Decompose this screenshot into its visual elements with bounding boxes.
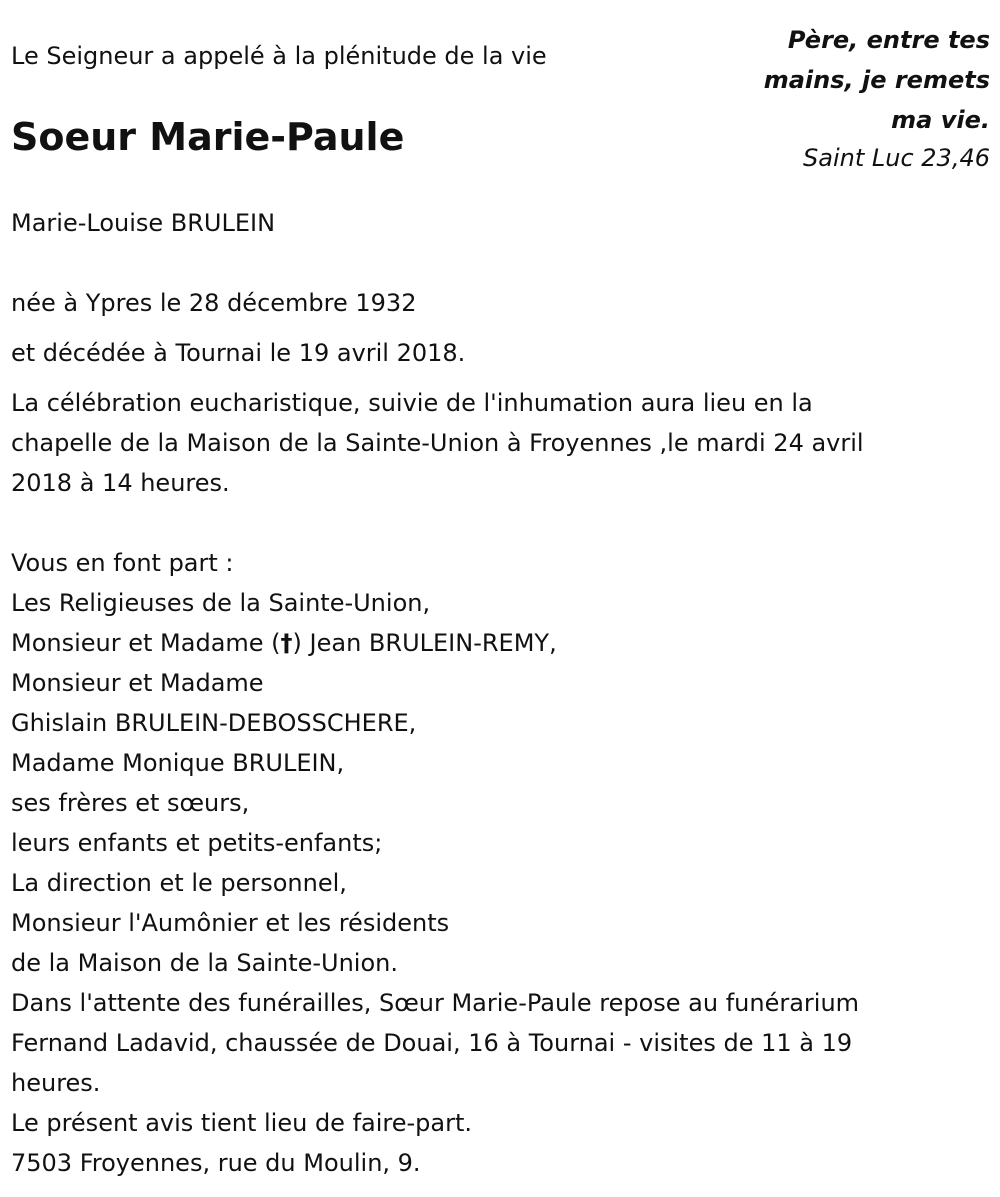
announcers-list (11, 543, 986, 983)
ceremony-line: La célébration eucharistique, suivie de l'inhumation aura lieu en la (11, 389, 813, 417)
announcer-line: de la Maison de la Sainte-Union. (11, 949, 398, 977)
ceremony-paragraph (11, 383, 986, 503)
announcer-line: Monsieur et Madame (11, 669, 264, 697)
birth-line: née à Ypres le 28 décembre 1932 (11, 289, 417, 317)
quote-line: ma vie. (891, 106, 990, 134)
announcer-line: Monsieur l'Aumônier et les résidents (11, 909, 450, 937)
announcer-text: Monsieur et Madame ( (11, 629, 281, 657)
civil-name: Marie-Louise BRULEIN (11, 209, 276, 237)
announcer-line (11, 623, 986, 663)
announcer-line: Les Religieuses de la Sainte-Union, (11, 589, 431, 617)
ceremony-line: chapelle de la Maison de la Sainte-Union à Froyennes ,le mardi 24 avril (11, 429, 864, 457)
intro-text: Le Seigneur a appelé à la plénitude de la vie (11, 42, 547, 70)
ceremony-line: 2018 à 14 heures. (11, 469, 230, 497)
quote-line: mains, je remets (763, 66, 990, 94)
quote-line: Père, entre tes (787, 26, 990, 54)
announcer-line: Ghislain BRULEIN-DEBOSSCHERE, (11, 709, 417, 737)
funeral-home-line: Fernand Ladavid, chaussée de Douai, 16 à Tournai - visites de 11 à 19 (11, 1029, 853, 1057)
funeral-home-line: Dans l'attente des funérailles, Sœur Marie-Paule repose au funérarium (11, 989, 860, 1017)
announcer-text: ) Jean BRULEIN-REMY, (292, 629, 557, 657)
announcer-line: ses frères et sœurs, (11, 789, 250, 817)
deceased-name: Soeur Marie-Paule (11, 115, 405, 159)
death-line: et décédée à Tournai le 19 avril 2018. (11, 339, 466, 367)
announcers-intro: Vous en font part : (11, 549, 234, 577)
address: 7503 Froyennes, rue du Moulin, 9. (11, 1149, 421, 1177)
announcer-line: Madame Monique BRULEIN, (11, 749, 345, 777)
cross-icon: † (280, 629, 293, 657)
announcer-line: La direction et le personnel, (11, 869, 347, 897)
notice-statement: Le présent avis tient lieu de faire-part. (11, 1109, 473, 1137)
funeral-home-line: heures. (11, 1069, 101, 1097)
announcer-line: leurs enfants et petits-enfants; (11, 829, 383, 857)
notice-body (11, 283, 986, 1183)
quote-reference: Saint Luc 23,46 (803, 144, 990, 172)
funeral-home-paragraph (11, 983, 986, 1103)
bible-quote (690, 20, 990, 176)
